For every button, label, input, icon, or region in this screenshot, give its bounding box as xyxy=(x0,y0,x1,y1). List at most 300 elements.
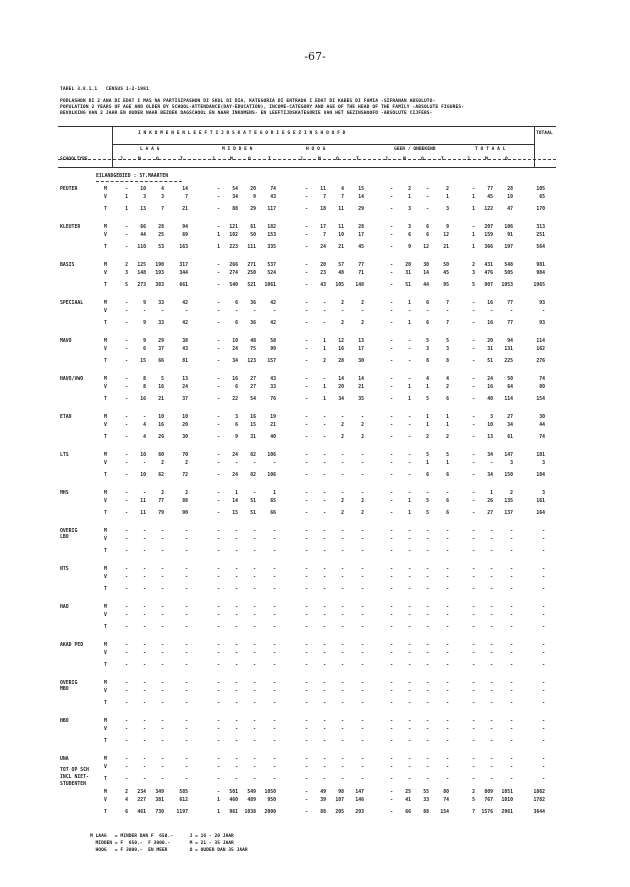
row-label: SPECIAAL xyxy=(60,301,84,306)
sex-code: V xyxy=(104,461,107,466)
table-cell: - xyxy=(235,701,238,706)
table-cell: - xyxy=(446,613,449,618)
table-cell: 14 xyxy=(358,377,364,382)
table-cell: 29 xyxy=(358,207,364,212)
table-cell: - xyxy=(426,549,429,554)
table-cell: - xyxy=(185,537,188,542)
sex-code: M xyxy=(104,339,107,344)
table-cell: 105 xyxy=(335,283,344,288)
table-cell: - xyxy=(446,575,449,580)
table-cell: - xyxy=(390,790,393,795)
table-cell: - xyxy=(125,613,128,618)
table-cell: 122 xyxy=(484,207,493,212)
table-cell: - xyxy=(408,605,411,610)
table-cell: - xyxy=(472,423,475,428)
table-cell: - xyxy=(323,301,326,306)
table-cell: 77 xyxy=(507,301,513,306)
table-cell: - xyxy=(390,453,393,458)
table-cell: - xyxy=(273,757,276,762)
table-cell: 1 xyxy=(408,385,411,390)
table-cell: - xyxy=(305,347,308,352)
table-cell: - xyxy=(143,613,146,618)
table-cell: - xyxy=(361,567,364,572)
table-cell: - xyxy=(446,491,449,496)
table-cell: - xyxy=(143,529,146,534)
table-cell: 45 xyxy=(443,271,449,276)
table-cell: - xyxy=(408,567,411,572)
table-cell: - xyxy=(125,739,128,744)
table-cell: - xyxy=(217,207,220,212)
table-cell: - xyxy=(253,727,256,732)
table-cell: 2 xyxy=(361,423,364,428)
table-cell: 16 xyxy=(487,385,493,390)
table-cell: - xyxy=(323,765,326,770)
header-rule-mid xyxy=(112,144,534,145)
table-cell: 154 xyxy=(536,397,545,402)
sex-code: T xyxy=(104,663,107,668)
table-cell: - xyxy=(361,587,364,592)
table-cell: - xyxy=(472,435,475,440)
table-cell: 94 xyxy=(507,339,513,344)
table-cell: - xyxy=(125,549,128,554)
table-cell: 3 xyxy=(125,271,128,276)
table-cell: - xyxy=(361,727,364,732)
table-cell: 21 xyxy=(358,385,364,390)
table-cell: 33 xyxy=(270,385,276,390)
table-cell: - xyxy=(510,757,513,762)
table-cell: - xyxy=(235,663,238,668)
table-cell: 8 xyxy=(446,359,449,364)
table-cell: - xyxy=(490,537,493,542)
table-cell: - xyxy=(161,719,164,724)
table-cell: 7 xyxy=(446,301,449,306)
table-cell: 7 xyxy=(323,233,326,238)
table-cell: 28 xyxy=(338,359,344,364)
header-group: T O T A A L xyxy=(475,147,506,152)
table-cell: 366 xyxy=(484,245,493,250)
table-cell: - xyxy=(273,529,276,534)
header-sub-col: T xyxy=(441,157,444,162)
table-cell: 3 xyxy=(510,461,513,466)
sex-code: T xyxy=(104,473,107,478)
table-cell: - xyxy=(361,613,364,618)
table-cell: - xyxy=(323,321,326,326)
table-cell: 1 xyxy=(408,321,411,326)
table-cell: - xyxy=(273,663,276,668)
title-line-1: POBLASHON DI 2 ANA DI EDAT I MAS NA PARTISIPASHON DI SKOL DI DIA, KATEGORIA DI ENTRADA I EDAT DI KABES DI FAMIA -SIFRANAN ABSOLUTO- xyxy=(60,99,436,104)
table-cell: 105 xyxy=(536,187,545,192)
table-cell: - xyxy=(510,681,513,686)
table-cell: - xyxy=(323,529,326,534)
sex-code: V xyxy=(104,271,107,276)
sex-code: T xyxy=(104,739,107,744)
table-cell: - xyxy=(408,777,411,782)
table-cell: - xyxy=(305,397,308,402)
table-cell: 3644 xyxy=(533,810,545,815)
table-cell: - xyxy=(235,739,238,744)
table-cell: 106 xyxy=(504,225,513,230)
table-cell: - xyxy=(542,757,545,762)
table-cell: - xyxy=(490,719,493,724)
table-cell: - xyxy=(323,587,326,592)
table-cell: 9 xyxy=(408,245,411,250)
table-cell: 1 xyxy=(323,347,326,352)
table-cell: - xyxy=(217,473,220,478)
table-cell: 123 xyxy=(247,359,256,364)
table-cell: 961 xyxy=(229,810,238,815)
table-cell: - xyxy=(490,727,493,732)
table-cell: - xyxy=(542,719,545,724)
table-cell: 276 xyxy=(536,359,545,364)
table-cell: - xyxy=(390,321,393,326)
sex-code: V xyxy=(104,765,107,770)
table-cell: - xyxy=(472,187,475,192)
table-cell: - xyxy=(305,377,308,382)
table-cell: - xyxy=(185,605,188,610)
table-cell: - xyxy=(472,651,475,656)
table-cell: 2061 xyxy=(501,810,513,815)
table-cell: 74 xyxy=(539,435,545,440)
table-cell: - xyxy=(305,263,308,268)
sex-code: V xyxy=(104,195,107,200)
table-cell: - xyxy=(217,605,220,610)
table-cell: - xyxy=(390,537,393,542)
table-cell: - xyxy=(185,625,188,630)
table-cell: - xyxy=(408,651,411,656)
table-cell: - xyxy=(253,587,256,592)
table-cell: - xyxy=(490,663,493,668)
sex-code: T xyxy=(104,283,107,288)
table-cell: 3 xyxy=(408,207,411,212)
table-id: TABEL 3.8.1.1 xyxy=(60,87,98,92)
table-cell: 13 xyxy=(182,377,188,382)
table-cell: - xyxy=(426,491,429,496)
table-cell: - xyxy=(217,397,220,402)
table-cell: - xyxy=(217,727,220,732)
table-cell: - xyxy=(305,301,308,306)
table-cell: - xyxy=(361,719,364,724)
table-cell: 293 xyxy=(355,810,364,815)
table-cell: - xyxy=(446,777,449,782)
table-cell: - xyxy=(472,613,475,618)
table-cell: 50 xyxy=(507,377,513,382)
table-cell: - xyxy=(472,739,475,744)
table-cell: 33 xyxy=(158,301,164,306)
table-cell: - xyxy=(390,385,393,390)
table-cell: - xyxy=(143,587,146,592)
table-cell: - xyxy=(510,651,513,656)
table-cell: - xyxy=(125,385,128,390)
table-cell: - xyxy=(217,575,220,580)
table-cell: 1 xyxy=(446,415,449,420)
table-cell: 61 xyxy=(507,435,513,440)
table-cell: - xyxy=(143,625,146,630)
table-cell: - xyxy=(390,625,393,630)
table-cell: - xyxy=(426,765,429,770)
table-cell: 2 xyxy=(185,491,188,496)
table-cell: - xyxy=(185,757,188,762)
table-cell: - xyxy=(323,625,326,630)
header-right-bar xyxy=(534,126,535,167)
table-cell: - xyxy=(125,347,128,352)
row-label: UNA xyxy=(60,757,69,762)
header-rule-top xyxy=(58,126,556,127)
table-cell: 48 xyxy=(338,271,344,276)
header-sub-col: M xyxy=(138,157,141,162)
table-cell: - xyxy=(273,701,276,706)
table-cell: - xyxy=(217,511,220,516)
table-cell: 6 xyxy=(143,347,146,352)
table-cell: 14 xyxy=(182,187,188,192)
table-cell: - xyxy=(341,777,344,782)
header-row-label: SCHOOLTYPE xyxy=(60,157,88,162)
table-cell: - xyxy=(490,625,493,630)
table-cell: - xyxy=(161,701,164,706)
table-cell: - xyxy=(390,415,393,420)
table-cell: - xyxy=(305,587,308,592)
table-cell: 4 xyxy=(143,435,146,440)
table-cell: 11 xyxy=(320,187,326,192)
title-line-3: BEVOLKING VAN 2 JAAR EN OUDER NAAR BEZOEK DAGSCHOOL EN NAAR INKOMENS- EN LEEFTIJDSKATEGORIE VAN HET GEZINSHOOFD -ABSOLUTE CIJFERS- xyxy=(60,111,433,116)
table-cell: 585 xyxy=(179,790,188,795)
table-cell: 5 xyxy=(426,499,429,504)
table-cell: 1 xyxy=(217,798,220,803)
table-cell: - xyxy=(305,187,308,192)
table-cell: - xyxy=(390,798,393,803)
table-cell: - xyxy=(390,207,393,212)
table-cell: - xyxy=(217,587,220,592)
table-cell: - xyxy=(235,587,238,592)
table-cell: - xyxy=(185,777,188,782)
table-cell: 489 xyxy=(247,798,256,803)
table-cell: - xyxy=(542,651,545,656)
table-cell: 1 xyxy=(408,301,411,306)
table-cell: - xyxy=(426,605,429,610)
table-cell: 1 xyxy=(235,491,238,496)
table-cell: - xyxy=(510,777,513,782)
table-cell: 730 xyxy=(155,810,164,815)
table-cell: - xyxy=(408,453,411,458)
table-cell: 31 xyxy=(487,347,493,352)
table-cell: 1 xyxy=(472,207,475,212)
table-cell: - xyxy=(490,689,493,694)
table-cell: - xyxy=(472,225,475,230)
table-cell: - xyxy=(217,651,220,656)
table-cell: 20 xyxy=(320,263,326,268)
table-cell: - xyxy=(125,605,128,610)
table-cell: - xyxy=(472,511,475,516)
table-cell: 146 xyxy=(355,798,364,803)
region-underline xyxy=(96,181,182,182)
table-cell: - xyxy=(510,537,513,542)
table-cell: 12 xyxy=(443,233,449,238)
table-cell: 30 xyxy=(358,359,364,364)
table-cell: 1038 xyxy=(244,810,256,815)
table-cell: - xyxy=(361,309,364,314)
table-cell: - xyxy=(510,613,513,618)
table-cell: - xyxy=(510,739,513,744)
table-cell: - xyxy=(185,309,188,314)
table-cell: - xyxy=(426,195,429,200)
table-cell: 70 xyxy=(182,453,188,458)
table-cell: 6 xyxy=(446,511,449,516)
row-label: OVERIG xyxy=(60,529,78,534)
table-cell: - xyxy=(542,663,545,668)
table-cell: 20 xyxy=(487,339,493,344)
table-cell: - xyxy=(305,321,308,326)
table-cell: 30 xyxy=(182,435,188,440)
table-cell: 431 xyxy=(484,263,493,268)
table-cell: - xyxy=(125,397,128,402)
table-cell: 82 xyxy=(250,453,256,458)
table-cell: 17 xyxy=(358,233,364,238)
table-cell: 24 xyxy=(232,347,238,352)
table-cell: 54 xyxy=(250,397,256,402)
table-cell: - xyxy=(472,339,475,344)
table-cell: - xyxy=(323,605,326,610)
header-rule-sub xyxy=(58,159,556,160)
table-cell: - xyxy=(341,625,344,630)
table-cell: - xyxy=(273,613,276,618)
table-cell: - xyxy=(161,681,164,686)
table-cell: 16 xyxy=(338,347,344,352)
table-cell: 14 xyxy=(338,377,344,382)
table-cell: - xyxy=(235,549,238,554)
table-cell: - xyxy=(446,587,449,592)
table-cell: - xyxy=(305,701,308,706)
table-cell: 76 xyxy=(270,397,276,402)
table-cell: 79 xyxy=(158,511,164,516)
table-cell: 38 xyxy=(182,339,188,344)
table-cell: - xyxy=(446,663,449,668)
table-cell: 81 xyxy=(182,359,188,364)
table-cell: 34 xyxy=(507,423,513,428)
table-cell: - xyxy=(305,790,308,795)
table-cell: 207 xyxy=(484,225,493,230)
table-cell: 6 xyxy=(235,423,238,428)
table-cell: - xyxy=(273,719,276,724)
table-cell: 106 xyxy=(267,473,276,478)
table-cell: - xyxy=(446,651,449,656)
table-cell: 44 xyxy=(423,283,429,288)
table-cell: - xyxy=(426,651,429,656)
table-cell: - xyxy=(217,757,220,762)
table-cell: 273 xyxy=(137,283,146,288)
table-cell: 125 xyxy=(137,263,146,268)
table-cell: 2 xyxy=(361,321,364,326)
table-cell: - xyxy=(390,397,393,402)
table-cell: - xyxy=(390,491,393,496)
table-cell: - xyxy=(125,491,128,496)
table-cell: 114 xyxy=(504,397,513,402)
table-cell: - xyxy=(125,651,128,656)
sex-code: T xyxy=(104,549,107,554)
table-cell: - xyxy=(161,689,164,694)
table-cell: - xyxy=(217,613,220,618)
table-cell: - xyxy=(323,537,326,542)
table-cell: 460 xyxy=(229,798,238,803)
header-sub-col: M xyxy=(403,157,406,162)
table-cell: 21 xyxy=(182,207,188,212)
table-cell: - xyxy=(446,701,449,706)
table-cell: - xyxy=(446,309,449,314)
table-cell: - xyxy=(408,347,411,352)
table-cell: - xyxy=(143,309,146,314)
table-cell: - xyxy=(125,663,128,668)
table-cell: 16 xyxy=(158,385,164,390)
table-cell: - xyxy=(143,727,146,732)
row-label: HBO xyxy=(60,719,69,724)
table-cell: 60 xyxy=(158,453,164,458)
table-cell: 6 xyxy=(235,385,238,390)
table-cell: 74 xyxy=(270,187,276,192)
table-cell: - xyxy=(446,727,449,732)
table-cell: 30 xyxy=(423,263,429,268)
table-cell: - xyxy=(253,757,256,762)
table-cell: 154 xyxy=(440,810,449,815)
table-cell: - xyxy=(323,491,326,496)
table-cell: - xyxy=(408,757,411,762)
table-cell: - xyxy=(390,359,393,364)
table-cell: - xyxy=(305,613,308,618)
table-cell: 45 xyxy=(358,245,364,250)
table-cell: - xyxy=(510,575,513,580)
table-cell: - xyxy=(408,491,411,496)
table-cell: - xyxy=(472,549,475,554)
table-cell: - xyxy=(323,777,326,782)
table-cell: 809 xyxy=(484,790,493,795)
table-cell: 335 xyxy=(267,245,276,250)
table-cell: - xyxy=(217,195,220,200)
table-cell: 197 xyxy=(504,245,513,250)
table-cell: - xyxy=(217,719,220,724)
table-cell: - xyxy=(390,587,393,592)
table-cell: - xyxy=(143,537,146,542)
table-cell: - xyxy=(305,423,308,428)
table-cell: - xyxy=(341,727,344,732)
table-cell: 51 xyxy=(405,283,411,288)
table-cell: - xyxy=(253,739,256,744)
table-cell: - xyxy=(426,757,429,762)
sex-code: T xyxy=(104,701,107,706)
table-cell: 2 xyxy=(185,461,188,466)
table-cell: - xyxy=(125,499,128,504)
table-cell: 1 xyxy=(323,385,326,390)
table-cell: - xyxy=(253,549,256,554)
table-cell: - xyxy=(161,651,164,656)
table-cell: - xyxy=(305,499,308,504)
sex-code: T xyxy=(104,587,107,592)
table-cell: - xyxy=(235,567,238,572)
table-cell: 1 xyxy=(426,423,429,428)
table-cell: - xyxy=(510,727,513,732)
table-cell: - xyxy=(323,511,326,516)
sex-code: M xyxy=(104,719,107,724)
table-cell: 23 xyxy=(320,271,326,276)
table-cell: - xyxy=(510,765,513,770)
header-sub-col: M xyxy=(318,157,321,162)
table-cell: - xyxy=(472,385,475,390)
table-cell: 14 xyxy=(358,195,364,200)
table-cell: - xyxy=(426,567,429,572)
header-sub-col: O xyxy=(421,157,424,162)
table-cell: - xyxy=(143,681,146,686)
table-cell: - xyxy=(323,461,326,466)
table-cell: 1 xyxy=(408,499,411,504)
table-cell: 55 xyxy=(423,790,429,795)
sex-code: M xyxy=(104,453,107,458)
table-cell: - xyxy=(305,663,308,668)
